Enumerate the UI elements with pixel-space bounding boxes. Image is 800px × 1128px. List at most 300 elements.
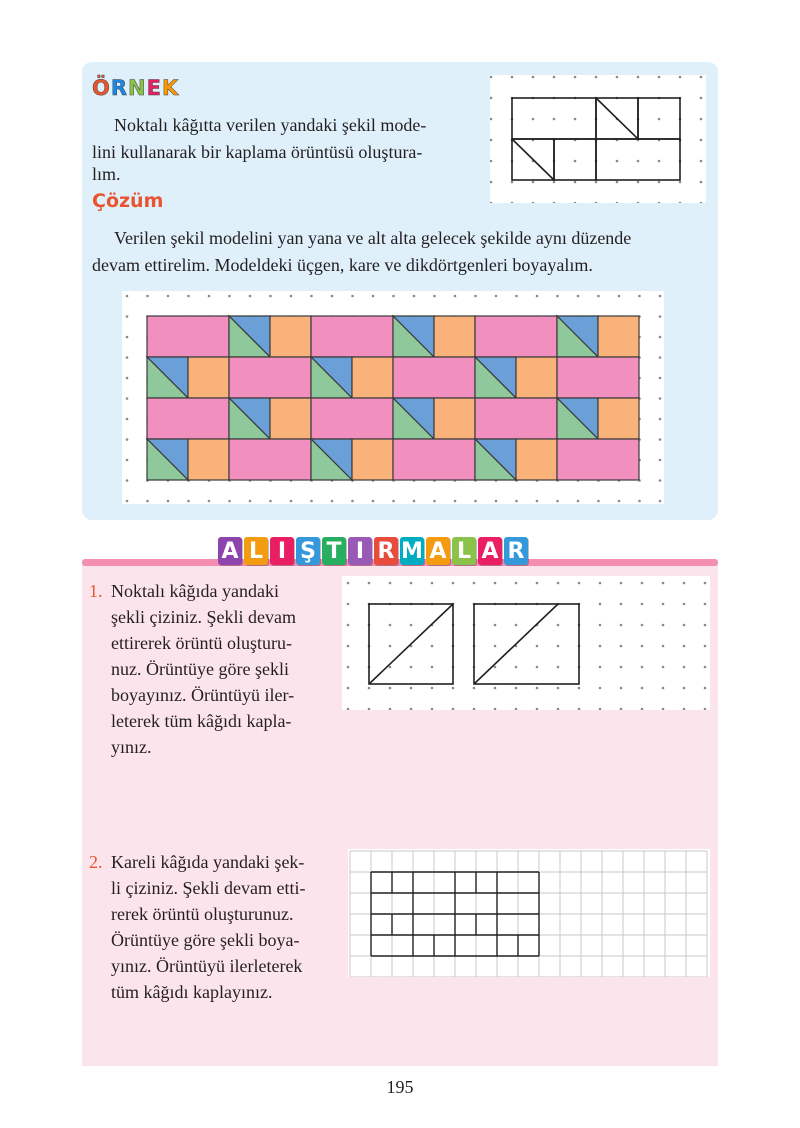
grid-dot — [683, 624, 686, 627]
tile-rectangle-pink — [393, 357, 475, 398]
exercise-1-line: boyayınız. Örüntüyü iler- — [111, 685, 295, 705]
banner-letter: A — [478, 537, 502, 565]
grid-dot — [683, 708, 686, 710]
grid-dot — [431, 687, 434, 690]
grid-dot — [641, 603, 644, 606]
grid-dot — [187, 295, 190, 298]
grid-dot — [368, 687, 371, 690]
grid-dot — [536, 708, 539, 710]
grid-dot — [683, 645, 686, 648]
banner-letter: I — [270, 537, 294, 565]
grid-dot — [490, 76, 492, 79]
grid-dot — [662, 582, 665, 585]
grid-dot — [637, 181, 640, 184]
grid-dot — [641, 624, 644, 627]
grid-dot — [595, 202, 598, 203]
exercise-2-line: yınız. Örüntüyü ilerleterek — [111, 956, 303, 976]
grid-dot — [659, 397, 662, 400]
grid-dot — [413, 500, 416, 503]
grid-dot — [536, 295, 539, 298]
grid-dot — [574, 118, 577, 121]
grid-dot — [557, 624, 560, 627]
grid-dot — [532, 76, 535, 79]
tile-square-orange — [352, 439, 393, 480]
grid-dot — [536, 666, 539, 669]
exercise-2-number: 2. — [89, 852, 103, 872]
grid-dot — [659, 438, 662, 441]
grid-dot — [433, 295, 436, 298]
grid-dot — [616, 76, 619, 79]
page-number: 195 — [386, 1077, 414, 1097]
grid-dot — [578, 687, 581, 690]
grid-dot — [347, 582, 350, 585]
grid-dot — [410, 624, 413, 627]
grid-dot — [494, 666, 497, 669]
grid-dot — [599, 666, 602, 669]
grid-dot — [515, 295, 518, 298]
grid-dot — [515, 666, 518, 669]
grid-dot — [659, 479, 662, 482]
grid-dot — [331, 295, 334, 298]
grid-dot — [473, 582, 476, 585]
ex1-diagonal-left — [369, 604, 453, 684]
tile-rectangle-pink — [147, 398, 229, 439]
grid-dot — [431, 666, 434, 669]
tile-square-orange — [434, 316, 475, 357]
grid-dot — [126, 377, 129, 380]
grid-dot — [704, 645, 707, 648]
tiling-svg — [122, 291, 664, 504]
example-title-letter: N — [128, 76, 147, 100]
grid-dot — [620, 708, 623, 710]
exercise-1-line: Noktalı kâğıda yandaki — [111, 581, 279, 601]
grid-dot — [351, 295, 354, 298]
banner-letter: R — [504, 537, 528, 565]
tile-rectangle-pink — [475, 316, 557, 357]
grid-dot — [536, 500, 539, 503]
grid-dot — [269, 295, 272, 298]
example-title-letter: K — [161, 76, 180, 100]
grid-dot — [495, 500, 498, 503]
grid-dot — [683, 582, 686, 585]
grid-dot — [578, 708, 581, 710]
grid-dot — [452, 582, 455, 585]
grid-dot — [452, 687, 455, 690]
grid-dot — [662, 666, 665, 669]
solution-text-line: Verilen şekil modelini yan yana ve alt alta gelecek şekilde aynı düzende — [114, 228, 632, 248]
grid-dot — [683, 687, 686, 690]
grid-dot — [553, 202, 556, 203]
grid-dot — [228, 295, 231, 298]
grid-dot — [595, 76, 598, 79]
grid-dot — [620, 582, 623, 585]
grid-dot — [511, 202, 514, 203]
grid-dot — [494, 624, 497, 627]
grid-dot — [574, 160, 577, 163]
grid-dot — [658, 202, 661, 203]
tile-rectangle-pink — [229, 357, 311, 398]
grid-dot — [511, 76, 514, 79]
grid-dot — [126, 356, 129, 359]
tile-square-orange — [434, 398, 475, 439]
grid-dot — [126, 479, 129, 482]
grid-dot — [662, 708, 665, 710]
grid-dot — [599, 582, 602, 585]
grid-dot — [392, 500, 395, 503]
grid-dot — [704, 582, 707, 585]
grid-dot — [620, 645, 623, 648]
grid-dot — [536, 582, 539, 585]
grid-dot — [553, 118, 556, 121]
ex1-diagonal-right — [474, 604, 558, 684]
grid-dot — [553, 76, 556, 79]
grid-dot — [532, 202, 535, 203]
grid-dot — [126, 397, 129, 400]
grid-dot — [454, 500, 457, 503]
grid-dot — [392, 295, 395, 298]
grid-dot — [389, 687, 392, 690]
grid-dot — [620, 666, 623, 669]
grid-dot — [599, 603, 602, 606]
grid-dot — [494, 687, 497, 690]
grid-dot — [126, 418, 129, 421]
grid-dot — [410, 666, 413, 669]
grid-dot — [167, 500, 170, 503]
grid-dot — [389, 624, 392, 627]
grid-dot — [704, 624, 707, 627]
grid-dot — [659, 295, 662, 298]
grid-dot — [490, 202, 492, 203]
tile-rectangle-pink — [311, 316, 393, 357]
grid-dot — [347, 666, 350, 669]
grid-dot — [618, 295, 621, 298]
exercise-1-line: ettirerek örüntü oluşturu- — [111, 633, 292, 653]
grid-dot — [556, 295, 559, 298]
grid-dot — [331, 500, 334, 503]
example-title-letter: R — [110, 76, 129, 100]
exercise-2-grid-paper — [348, 849, 710, 977]
grid-dot — [637, 76, 640, 79]
tile-rectangle-pink — [311, 398, 393, 439]
grid-dot — [347, 603, 350, 606]
grid-dot — [473, 708, 476, 710]
tile-square-orange — [188, 439, 229, 480]
grid-dot — [557, 645, 560, 648]
grid-dot — [637, 202, 640, 203]
model-diagonal-top — [596, 98, 638, 139]
solution-text-line: devam ettirelim. Modeldeki üçgen, kare ve dikdörtgenleri boyayalım. — [92, 255, 593, 275]
exercise-1-dot-paper — [342, 576, 710, 710]
model-square-bottom — [554, 139, 596, 180]
grid-dot — [641, 708, 644, 710]
grid-dot — [515, 708, 518, 710]
grid-dot — [515, 500, 518, 503]
banner-letter: M — [401, 538, 423, 564]
grid-dot — [347, 687, 350, 690]
tiling-figure — [122, 291, 664, 504]
grid-dot — [249, 500, 252, 503]
banner-letter: Ş — [296, 537, 320, 565]
grid-dot — [431, 645, 434, 648]
grid-dot — [659, 336, 662, 339]
grid-dot — [347, 624, 350, 627]
grid-dot — [249, 295, 252, 298]
grid-dot — [556, 500, 559, 503]
grid-dot — [126, 459, 129, 462]
grid-dot — [368, 708, 371, 710]
grid-dot — [679, 202, 682, 203]
grid-dot — [577, 295, 580, 298]
grid-dot — [659, 500, 662, 503]
model-diagonal-bottom — [512, 139, 554, 180]
grid-dot — [659, 315, 662, 318]
grid-dot — [515, 582, 518, 585]
grid-dot — [659, 459, 662, 462]
banner-letter: A — [218, 537, 242, 565]
grid-dot — [310, 295, 313, 298]
grid-dot — [389, 582, 392, 585]
tile-square-orange — [598, 316, 639, 357]
tile-rectangle-pink — [393, 439, 475, 480]
grid-dot — [511, 181, 514, 184]
grid-dot — [620, 687, 623, 690]
grid-dot — [658, 76, 661, 79]
exercise-1-number: 1. — [89, 581, 103, 601]
grid-dot — [700, 139, 703, 142]
grid-dot — [347, 645, 350, 648]
grid-dot — [574, 76, 577, 79]
example-model-figure — [490, 75, 706, 203]
grid-dot — [536, 645, 539, 648]
example-title-letter: E — [146, 76, 162, 100]
grid-dot — [126, 500, 129, 503]
grid-dot — [490, 160, 492, 163]
exercise-1-shape-svg — [342, 576, 710, 710]
grid-dot — [616, 181, 619, 184]
grid-dot — [638, 295, 641, 298]
grid-dot — [616, 202, 619, 203]
grid-dot — [578, 582, 581, 585]
banner-letter: R — [374, 537, 398, 565]
grid-dot — [658, 118, 661, 121]
grid-dot — [347, 708, 350, 710]
grid-dot — [679, 76, 682, 79]
grid-dot — [126, 295, 129, 298]
grid-dot — [290, 500, 293, 503]
grid-dot — [557, 666, 560, 669]
grid-dot — [618, 500, 621, 503]
exercise-2-line: li çiziniz. Şekli devam etti- — [111, 878, 306, 898]
exercise-2-line: tüm kâğıdı kaplayınız. — [111, 982, 273, 1002]
grid-dot — [410, 582, 413, 585]
grid-dot — [208, 500, 211, 503]
grid-dot — [146, 500, 149, 503]
example-text-line: Noktalı kâğıtta verilen yandaki şekil mode- — [114, 115, 427, 135]
grid-dot — [683, 666, 686, 669]
grid-dot — [557, 687, 560, 690]
grid-dot — [658, 181, 661, 184]
grid-dot — [704, 666, 707, 669]
tile-rectangle-pink — [147, 316, 229, 357]
exercise-1-line: yınız. — [111, 737, 152, 757]
grid-dot — [532, 118, 535, 121]
grid-dot — [490, 139, 492, 142]
exercise-2-line: rerek örüntü oluşturunuz. — [111, 904, 294, 924]
grid-dot — [700, 76, 703, 79]
grid-dot — [599, 624, 602, 627]
grid-dot — [494, 708, 497, 710]
grid-dot — [389, 708, 392, 710]
grid-dot — [704, 687, 707, 690]
grid-dot — [662, 624, 665, 627]
grid-dot — [662, 645, 665, 648]
exercise-2-line: Kareli kâğıda yandaki şek- — [111, 852, 305, 872]
grid-dot — [515, 624, 518, 627]
grid-dot — [310, 500, 313, 503]
grid-dot — [557, 582, 560, 585]
grid-dot — [704, 708, 707, 710]
grid-dot — [577, 500, 580, 503]
exercises-banner — [218, 537, 528, 567]
grid-dot — [515, 687, 518, 690]
grid-dot — [700, 97, 703, 100]
example-text-line: lini kullanarak bir kaplama örüntüsü oluştura- — [92, 142, 423, 162]
grid-dot — [208, 295, 211, 298]
grid-dot — [620, 624, 623, 627]
tile-square-orange — [352, 357, 393, 398]
grid-dot — [700, 202, 703, 203]
grid-dot — [495, 295, 498, 298]
grid-dot — [599, 687, 602, 690]
grid-dot — [431, 582, 434, 585]
grid-dot — [662, 687, 665, 690]
grid-dot — [368, 582, 371, 585]
tile-square-orange — [270, 316, 311, 357]
tile-rectangle-pink — [557, 439, 639, 480]
grid-dot — [641, 687, 644, 690]
grid-dot — [474, 500, 477, 503]
grid-dot — [228, 500, 231, 503]
grid-dot — [599, 645, 602, 648]
exercise-2-shape-svg — [348, 849, 710, 977]
grid-dot — [126, 438, 129, 441]
grid-dot — [557, 708, 560, 710]
grid-dot — [641, 645, 644, 648]
grid-dot — [431, 708, 434, 710]
grid-dot — [454, 295, 457, 298]
grid-dot — [620, 603, 623, 606]
grid-dot — [490, 97, 492, 100]
grid-dot — [700, 160, 703, 163]
grid-dot — [452, 708, 455, 710]
solution-title: Çözüm — [92, 190, 164, 212]
example-title-letter: Ö — [92, 76, 111, 100]
tile-square-orange — [188, 357, 229, 398]
grid-dot — [553, 181, 556, 184]
grid-dot — [413, 295, 416, 298]
grid-dot — [187, 500, 190, 503]
grid-dot — [473, 687, 476, 690]
exercise-1-line: nuz. Örüntüye göre şekli — [111, 659, 289, 679]
grid-dot — [494, 582, 497, 585]
grid-dot — [167, 295, 170, 298]
grid-dot — [372, 295, 375, 298]
model-rectangle-bottom-right — [596, 139, 680, 180]
grid-dot — [351, 500, 354, 503]
grid-dot — [389, 645, 392, 648]
grid-dot — [433, 500, 436, 503]
tile-square-orange — [270, 398, 311, 439]
example-text-line: lım. — [92, 164, 121, 184]
grid-dot — [683, 603, 686, 606]
banner-letter: L — [452, 537, 476, 565]
grid-dot — [146, 295, 149, 298]
tile-rectangle-pink — [475, 398, 557, 439]
banner-letter: T — [322, 537, 346, 565]
grid-dot — [574, 202, 577, 203]
grid-dot — [700, 118, 703, 121]
grid-dot — [679, 181, 682, 184]
tile-rectangle-pink — [229, 439, 311, 480]
grid-dot — [641, 666, 644, 669]
tile-square-orange — [516, 357, 557, 398]
example-title — [92, 76, 179, 100]
grid-dot — [616, 160, 619, 163]
exercise-1-line: şekli çiziniz. Şekli devam — [111, 607, 296, 627]
grid-dot — [490, 181, 492, 184]
grid-dot — [637, 160, 640, 163]
tile-rectangle-pink — [557, 357, 639, 398]
tile-square-orange — [598, 398, 639, 439]
banner-letter: A — [426, 537, 450, 565]
grid-dot — [595, 181, 598, 184]
grid-dot — [641, 582, 644, 585]
grid-dot — [599, 708, 602, 710]
grid-dot — [490, 118, 492, 121]
exercise-1-line: leterek tüm kâğıdı kapla- — [111, 711, 292, 731]
tile-square-orange — [516, 439, 557, 480]
grid-dot — [659, 356, 662, 359]
grid-dot — [659, 418, 662, 421]
grid-dot — [474, 295, 477, 298]
grid-dot — [269, 500, 272, 503]
grid-dot — [662, 603, 665, 606]
grid-dot — [574, 181, 577, 184]
grid-dot — [494, 645, 497, 648]
banner-letter: I — [348, 537, 372, 565]
grid-dot — [597, 295, 600, 298]
model-shape-svg — [490, 75, 706, 203]
grid-dot — [372, 500, 375, 503]
grid-dot — [704, 603, 707, 606]
banner-letter: L — [244, 537, 268, 565]
grid-dot — [700, 181, 703, 184]
grid-dot — [290, 295, 293, 298]
grid-dot — [410, 708, 413, 710]
grid-dot — [532, 181, 535, 184]
grid-dot — [658, 160, 661, 163]
grid-dot — [410, 687, 413, 690]
grid-dot — [659, 377, 662, 380]
grid-dot — [389, 666, 392, 669]
grid-dot — [126, 315, 129, 318]
grid-dot — [638, 500, 641, 503]
exercise-2-line: Örüntüye göre şekli boya- — [111, 930, 300, 950]
ex1-rectangle-right — [474, 604, 579, 684]
grid-dot — [597, 500, 600, 503]
grid-dot — [126, 336, 129, 339]
grid-dot — [536, 687, 539, 690]
